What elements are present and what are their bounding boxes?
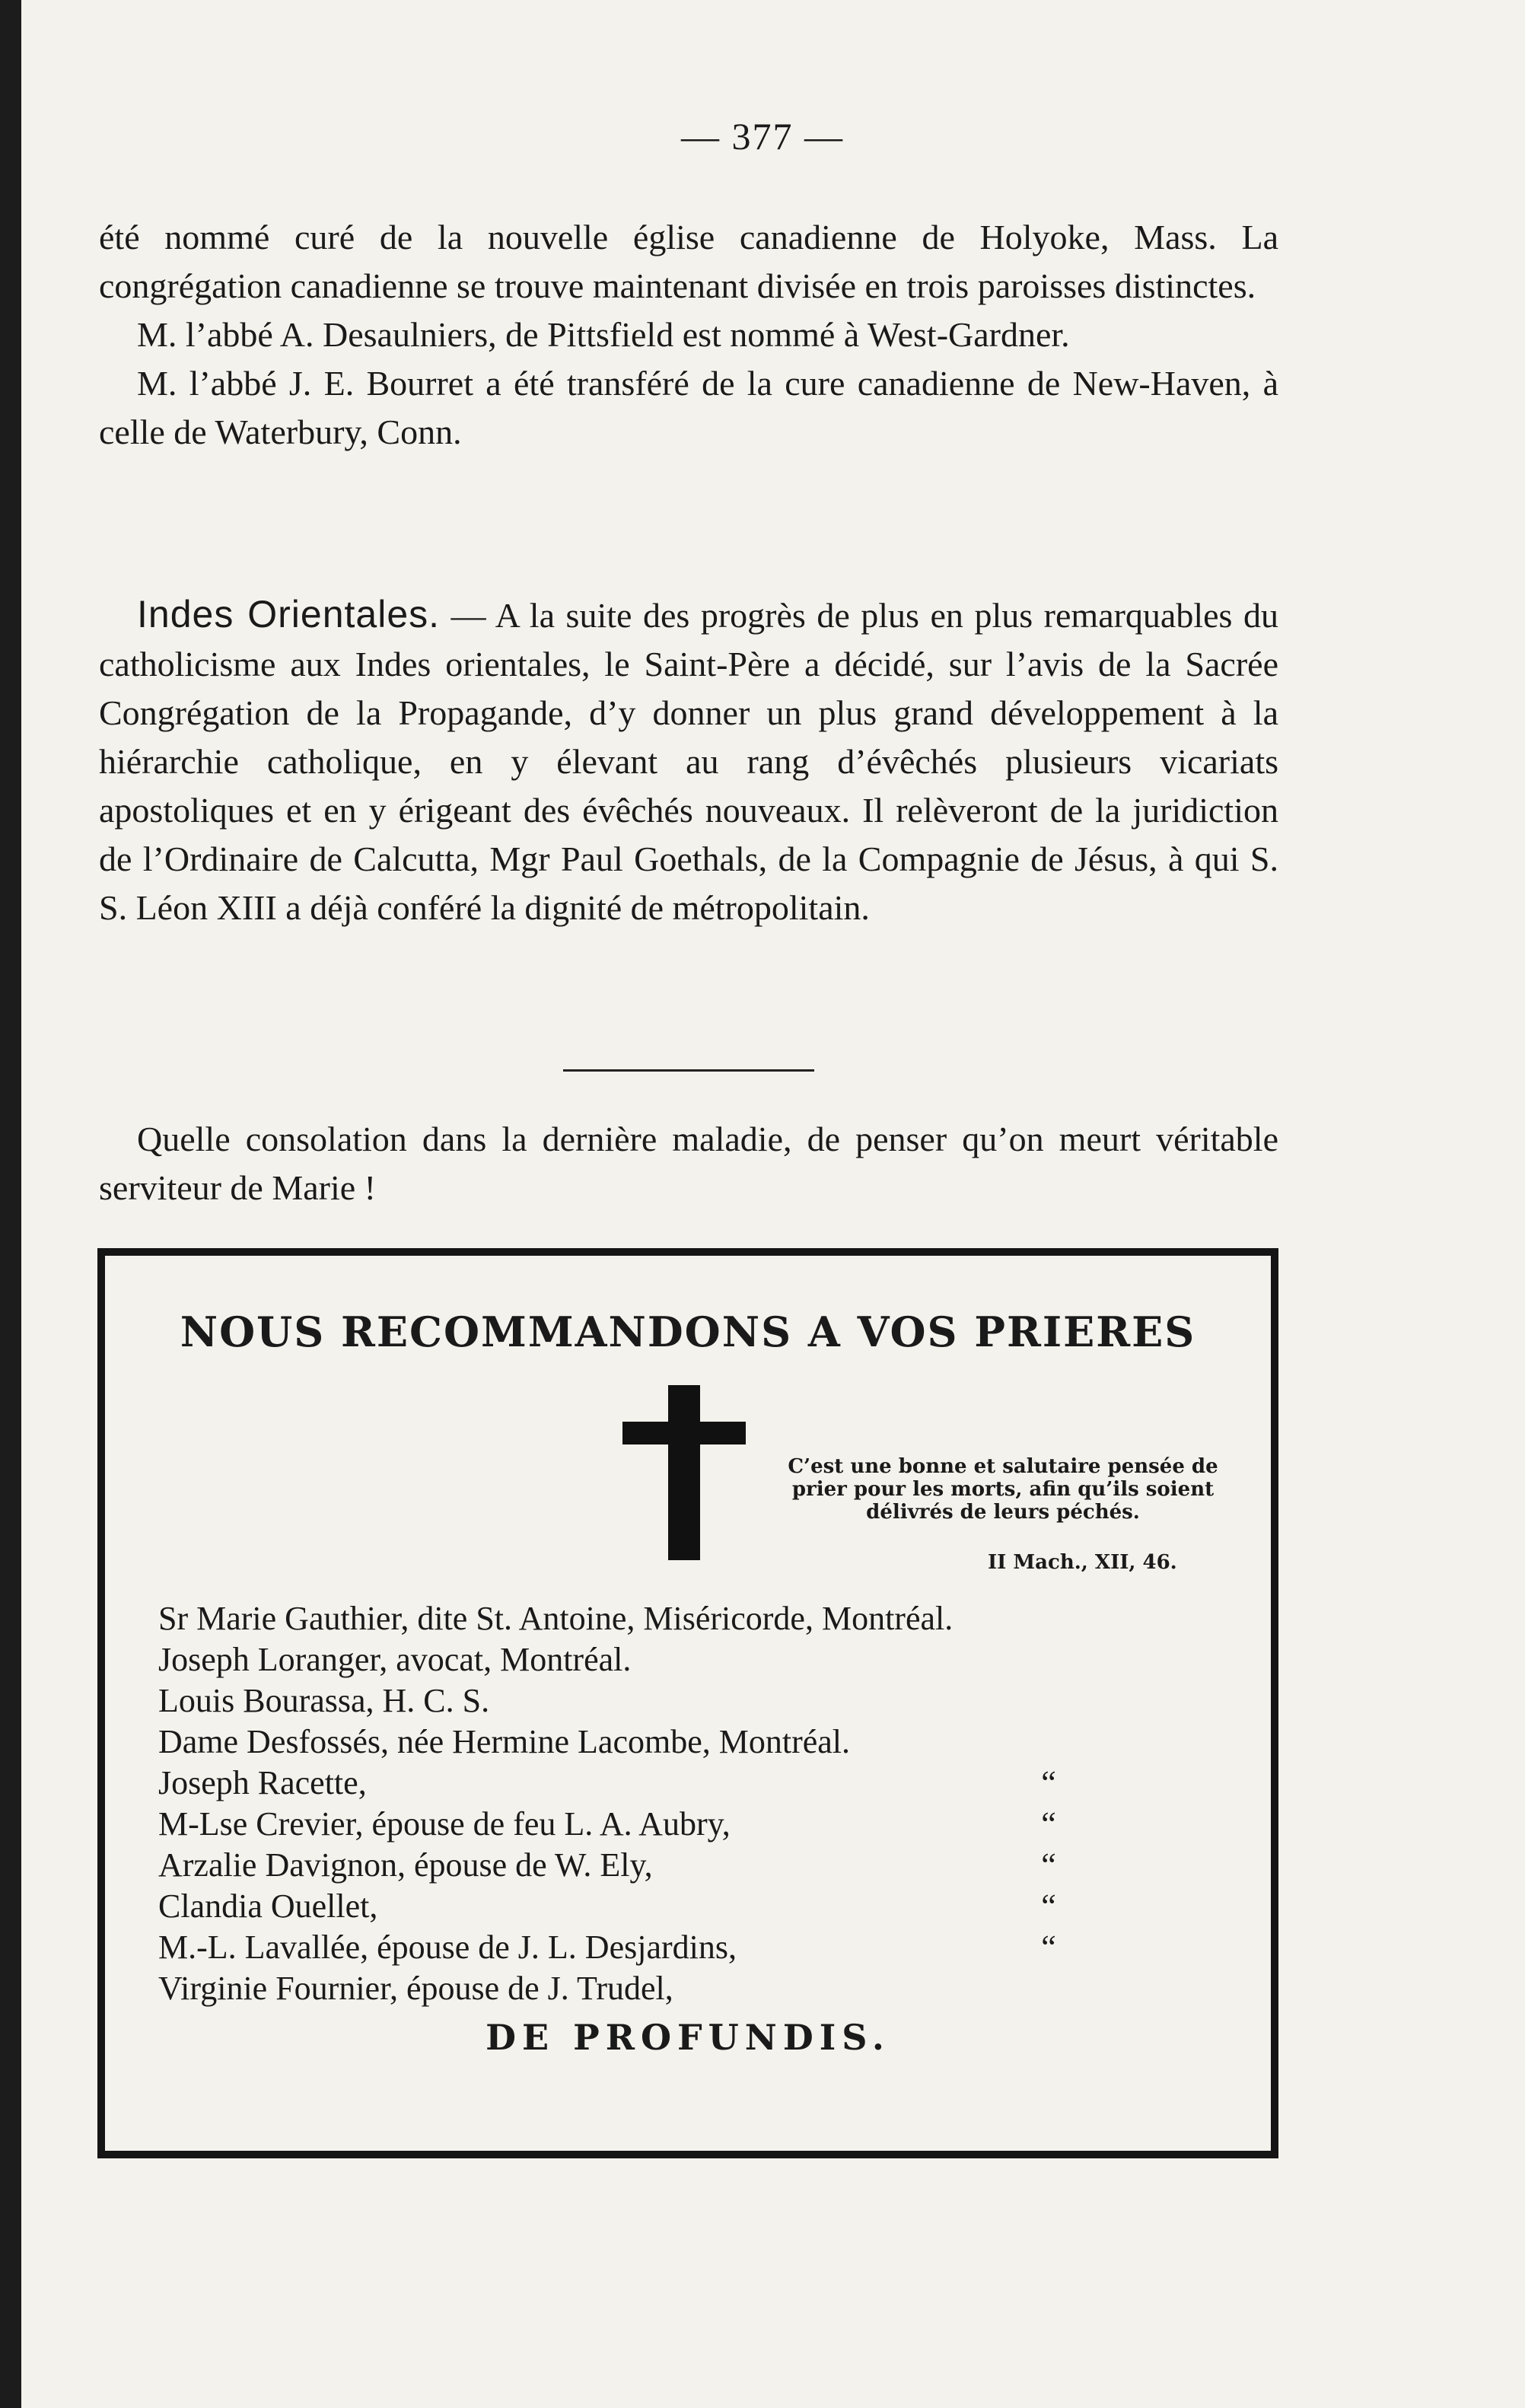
name-text: Dame Desfossés, née Hermine Lacombe, Montréal.	[158, 1723, 851, 1760]
cross-icon	[668, 1385, 700, 1560]
cross-icon-bar	[622, 1422, 746, 1444]
list-item	[158, 1968, 1254, 2009]
opening-paragraphs	[99, 213, 1278, 457]
name-text: Arzalie Davignon, épouse de W. Ely,	[158, 1846, 653, 1884]
paragraph-holyoke: été nommé curé de la nouvelle église canadienne de Holyoke, Mass. La congrégation canadienne se trouve maintenant divisée en trois paroisses distinctes.	[99, 218, 1278, 305]
ditto-mark: “	[1041, 1764, 1056, 1801]
marie-quote: Quelle consolation dans la dernière maladie, de penser qu’on meurt véritable serviteur de Marie !	[99, 1120, 1278, 1207]
indes-orientales-section	[99, 590, 1278, 932]
ditto-mark: “	[1041, 1929, 1056, 1966]
list-item	[158, 1804, 1254, 1845]
list-item	[158, 1763, 1254, 1804]
list-item	[158, 1845, 1254, 1886]
indes-paragraph	[99, 590, 1278, 932]
ditto-mark: “	[1041, 1846, 1056, 1884]
list-item	[158, 1680, 1254, 1722]
prayer-box	[97, 1248, 1278, 2158]
paragraph-bourret: M. l’abbé J. E. Bourret a été transféré de la cure canadienne de New-Haven, à celle de Waterbury, Conn.	[99, 364, 1278, 451]
scripture-reference: II Mach., XII, 46.	[988, 1551, 1177, 1574]
name-text: M.-L. Lavallée, épouse de J. L. Desjardins,	[158, 1929, 737, 1966]
name-text: Virginie Fournier, épouse de J. Trudel,	[158, 1970, 673, 2007]
name-text: Louis Bourassa, H. C. S.	[158, 1682, 490, 1719]
name-text: Joseph Loranger, avocat, Montréal.	[158, 1641, 632, 1678]
list-item	[158, 1886, 1254, 1927]
list-item	[158, 1927, 1254, 1968]
paragraph-desaulniers: M. l’abbé A. Desaulniers, de Pittsfield est nommé à West-Gardner.	[137, 315, 1070, 354]
prayer-box-title: NOUS RECOMMANDONS A VOS PRIERES	[180, 1308, 1196, 1356]
name-text: M-Lse Crevier, épouse de feu L. A. Aubry,	[158, 1805, 731, 1843]
indes-text: — A la suite des progrès de plus en plus remarquables du catholicisme aux Indes orientales, le Saint-Père a décidé, sur l’avis de la Sacrée Congrégation de la Propagande, d’y donner un plus grand développement à la hiérarchie catholique, en y élevant au rang d’évêchés plusieurs vicariats apostoliques et en y érigeant des évêchés nouveaux. Il relèveront de la juridiction de l’Ordinaire de Calcutta, Mgr Paul Goethals, de la Compagnie de Jésus, à qui S. S. Léon XIII a déjà conféré la dignité de métropolitain.	[99, 596, 1278, 927]
scripture-quote: C’est une bonne et salutaire pensée de prier pour les morts, afin qu’ils soient délivrés de leurs péchés.	[788, 1455, 1218, 1524]
de-profundis: DE PROFUNDIS.	[486, 2017, 890, 2058]
deceased-list	[158, 1598, 1254, 2009]
ditto-mark: “	[1041, 1805, 1056, 1843]
book-spine-edge	[0, 0, 21, 2408]
ditto-mark: “	[1041, 1887, 1056, 1925]
page-number: — 377 —	[681, 115, 844, 158]
marie-quote-section	[99, 1115, 1278, 1212]
section-title: Indes Orientales.	[137, 593, 441, 635]
list-item	[158, 1722, 1254, 1763]
name-text: Joseph Racette,	[158, 1764, 367, 1801]
list-item	[158, 1639, 1254, 1680]
separator-rule	[563, 1069, 814, 1072]
list-item	[158, 1598, 1254, 1639]
name-text: Sr Marie Gauthier, dite St. Antoine, Miséricorde, Montréal.	[158, 1600, 954, 1637]
name-text: Clandia Ouellet,	[158, 1887, 378, 1925]
